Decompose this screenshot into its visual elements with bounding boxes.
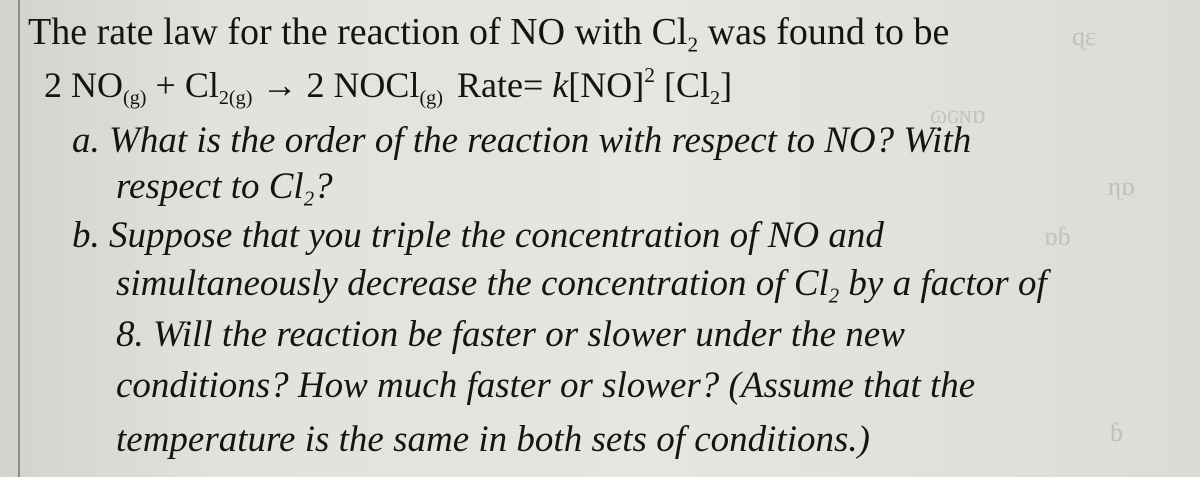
show-through-texture: ɋɛ — [1072, 22, 1096, 51]
rate-law: Rate= k[NO]$^2$ $[Cl_2]$ — [456, 62, 733, 110]
question-b-line-3: 8. Will the reaction be faster or slower under the new — [116, 314, 905, 355]
page-edge-line — [18, 0, 20, 477]
problem-intro: The rate law for the reaction of NO with $Cl_2$ was found to be — [28, 11, 950, 57]
question-b-line-1: b. Suppose that you triple the concentration of NO and — [72, 215, 884, 256]
question-b-line-2: simultaneously decrease the concentration of $Cl_2$ by a factor of — [116, 263, 1047, 308]
show-through-texture: ɓ — [1110, 418, 1123, 447]
question-a-line-1: a. What is the order of the reaction with respect to NO? With — [72, 120, 972, 161]
question-b-line-4: conditions? How much faster or slower? (Assume that the — [116, 365, 976, 406]
reaction-equation: 2 $NO_{(g)} + Cl_{2(g)} \to 2$ NOCl$_{(g)}$ Rate= k[NO]$^2$ $[Cl_2]$ — [44, 62, 733, 110]
show-through-texture: ɒɓ — [1044, 222, 1071, 251]
question-a-line-2: respect to $Cl_2$? — [116, 166, 333, 211]
show-through-texture: ɳɒ — [1108, 172, 1135, 201]
question-b-line-5: temperature is the same in both sets of conditions.) — [116, 419, 870, 460]
show-through-texture: ɷɢɴɒ — [930, 100, 986, 129]
